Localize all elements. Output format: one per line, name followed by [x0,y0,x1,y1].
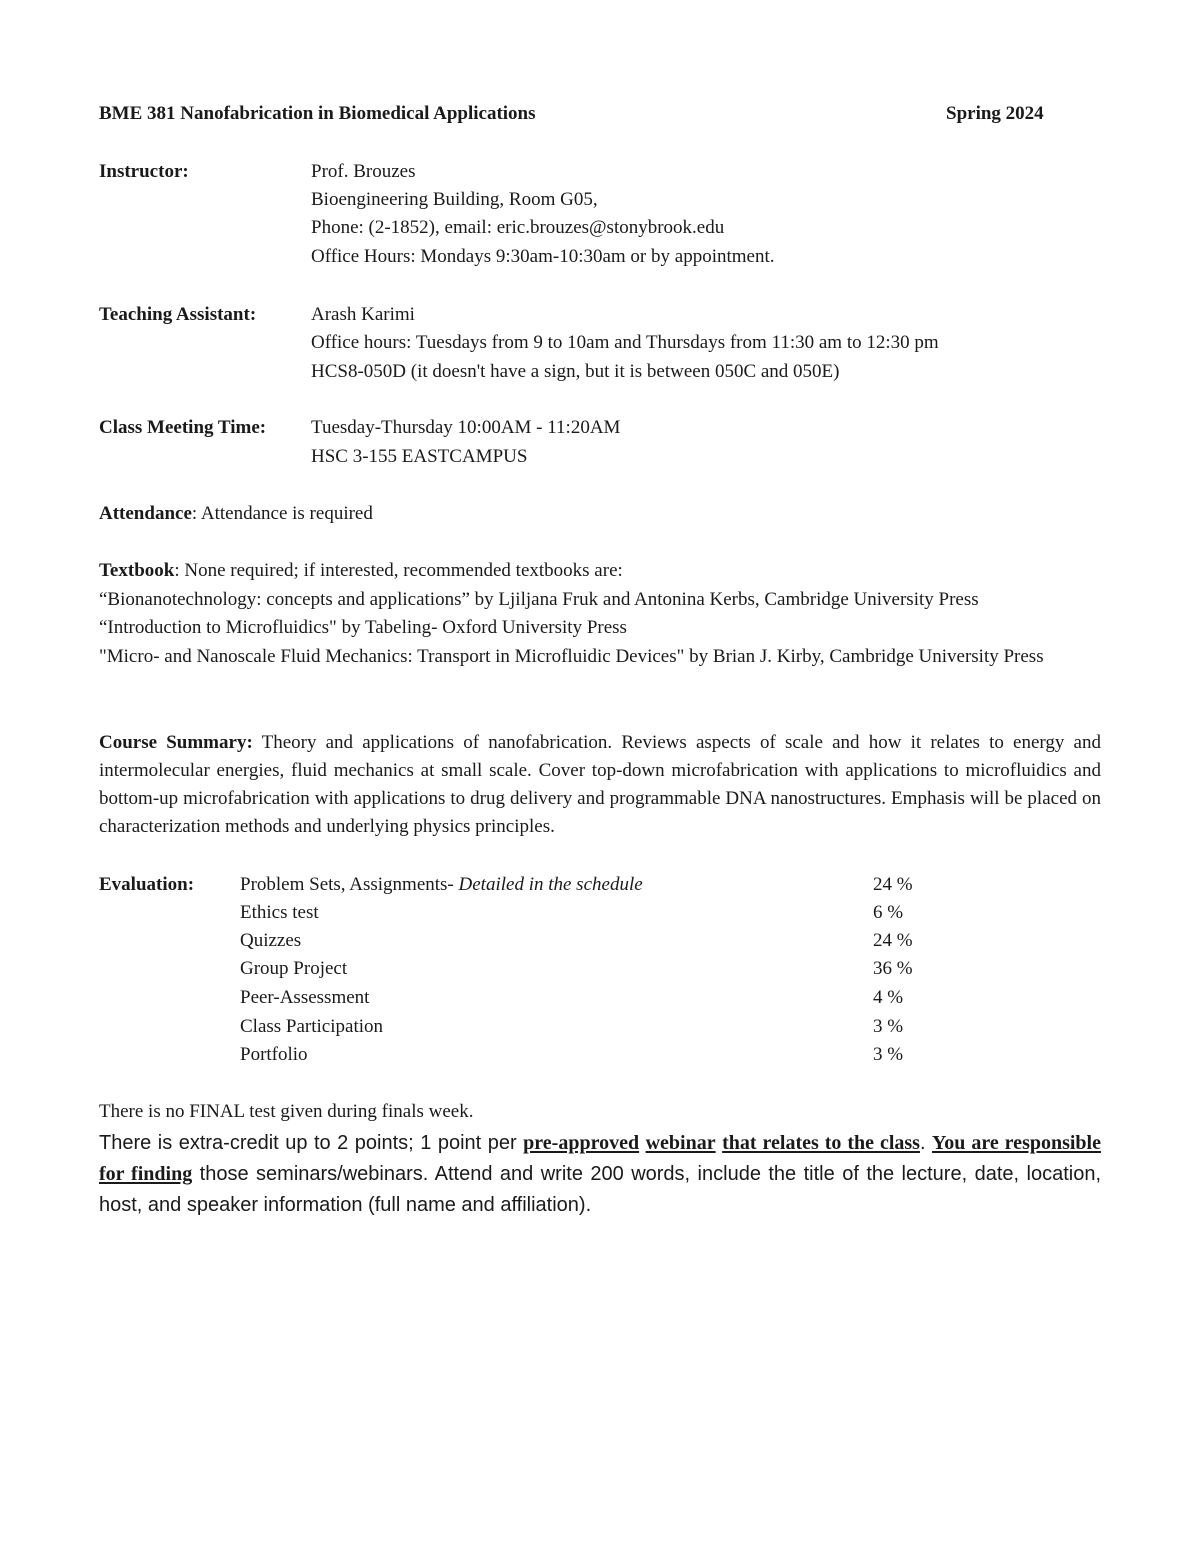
meeting-time: Tuesday-Thursday 10:00AM - 11:20AM [311,417,621,438]
instructor-label: Instructor: [99,161,189,182]
textbook-line [99,557,623,585]
evaluation-item [240,871,643,899]
extra-credit-text: . [919,1132,933,1154]
textbook-intro: : None required; if interested, recommended textbooks are: [174,560,623,581]
evaluation-item: Group Project [240,958,348,979]
course-summary [99,729,1101,841]
evaluation-percent: 3 % [873,1016,904,1037]
textbook-item: “Introduction to Microfluidics" by Tabeling- Oxford University Press [99,617,627,638]
extra-credit-emphasis: that relates to the class [722,1132,920,1154]
ta-hours: Office hours: Tuesdays from 9 to 10am and Thursdays from 11:30 am to 12:30 pm [311,332,939,353]
attendance-text: : Attendance is required [191,503,373,524]
instructor-name: Prof. Brouzes [311,161,416,182]
ta-label: Teaching Assistant: [99,304,257,325]
course-title: BME 381 Nanofabrication in Biomedical Applications [99,103,536,124]
ta-name: Arash Karimi [311,304,415,325]
extra-credit-paragraph [99,1128,1101,1221]
ta-location: HCS8-050D (it doesn't have a sign, but it is between 050C and 050E) [311,361,840,382]
evaluation-percent: 36 % [873,958,913,979]
extra-credit-emphasis: You are responsible for finding [99,1132,1101,1185]
evaluation-item: Peer-Assessment [240,987,370,1008]
evaluation-percent: 24 % [873,874,913,895]
instructor-hours: Office Hours: Mondays 9:30am-10:30am or by appointment. [311,246,775,267]
extra-credit-text: There is extra-credit up to 2 points; 1 point per [99,1132,524,1154]
summary-text: Theory and applications of nanofabrication. Reviews aspects of scale and how it relates to energy and intermolecular energies, fluid mechanics at small scale. Cover top-down microfabrication with applications to microfluidics and bottom-up microfabrication with applications to drug delivery and programmable DNA nanostructures. Emphasis will be placed on characterization methods and underlying physics principles. [99,732,1101,837]
meeting-label: Class Meeting Time: [99,417,267,438]
evaluation-item-name: Problem Sets, Assignments- [240,874,454,895]
evaluation-item: Class Participation [240,1016,384,1037]
evaluation-percent: 4 % [873,987,904,1008]
evaluation-percent: 24 % [873,930,913,951]
attendance-line [99,500,373,528]
evaluation-item: Portfolio [240,1044,308,1065]
evaluation-percent: 6 % [873,902,904,923]
textbook-item: "Micro- and Nanoscale Fluid Mechanics: Transport in Microfluidic Devices" by Brian J. Kirby, Cambridge University Press [99,646,1044,667]
evaluation-label: Evaluation: [99,874,195,895]
textbook-item: “Bionanotechnology: concepts and applications” by Ljiljana Fruk and Antonina Kerbs, Cambridge University Press [99,589,979,610]
evaluation-percent: 3 % [873,1044,904,1065]
extra-credit-emphasis: webinar [645,1132,716,1154]
instructor-office: Bioengineering Building, Room G05, [311,189,598,210]
extra-credit-text: those seminars/webinars. Attend and write 200 words, include the title of the lecture, date, location, host, and speaker information (full name and affiliation). [99,1163,1102,1216]
evaluation-item: Quizzes [240,930,302,951]
evaluation-item-note: Detailed in the schedule [458,874,643,895]
attendance-label: Attendance [99,503,192,524]
evaluation-item: Ethics test [240,902,319,923]
textbook-label: Textbook [99,560,175,581]
instructor-contact: Phone: (2-1852), email: eric.brouzes@stonybrook.edu [311,217,725,238]
extra-credit-emphasis: pre-approved [523,1132,640,1154]
term-label: Spring 2024 [946,103,1044,124]
final-test-note: There is no FINAL test given during finals week. [99,1101,474,1122]
summary-label: Course Summary: [99,732,253,753]
meeting-place: HSC 3-155 EASTCAMPUS [311,446,528,467]
